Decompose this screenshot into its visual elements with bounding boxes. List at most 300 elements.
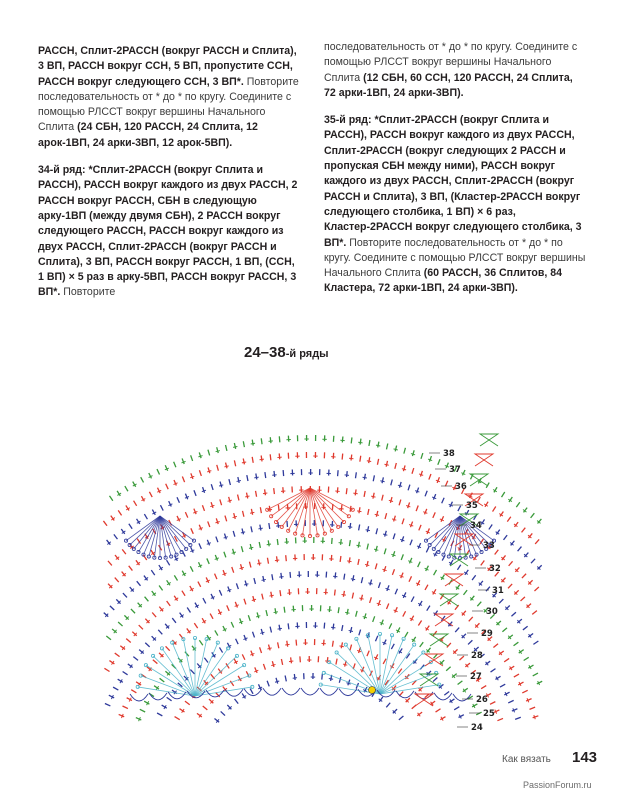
- wedge-stitch: [415, 694, 433, 706]
- stitch-mark: [129, 566, 133, 571]
- stitch-mark: [516, 502, 519, 507]
- chain-arch: [263, 688, 281, 695]
- stitch-crossbar: [242, 462, 246, 463]
- stitch-mark: [211, 484, 213, 490]
- stitch-mark: [533, 673, 538, 676]
- stitch-mark: [383, 659, 386, 664]
- stitch-crossbar: [345, 475, 349, 476]
- stitch-mark: [265, 472, 266, 478]
- stitch-mark: [252, 440, 253, 446]
- stitch-crossbar: [351, 579, 355, 580]
- stitch-crossbar: [256, 616, 260, 617]
- stitch-mark: [342, 454, 343, 460]
- stitch-crossbar: [224, 466, 228, 467]
- stitch-mark: [174, 462, 176, 468]
- stitch-crossbar: [357, 650, 361, 651]
- fan-top-center: [271, 488, 310, 516]
- stitch-mark: [287, 641, 288, 647]
- stitch-crossbar: [274, 612, 278, 613]
- stitch-mark: [220, 482, 222, 488]
- stitch-mark: [481, 686, 486, 689]
- chain-arch: [396, 691, 414, 698]
- stitch-mark: [533, 716, 539, 718]
- stitch-mark: [395, 463, 397, 469]
- stitch-crossbar: [249, 547, 253, 548]
- stitch-mark: [507, 517, 511, 522]
- stitch-mark: [272, 574, 273, 580]
- row-label: 31: [492, 586, 504, 596]
- stitch-mark: [444, 692, 449, 696]
- stitch-crossbar: [233, 516, 237, 517]
- stitch-crossbar: [267, 648, 271, 649]
- stitch-mark: [151, 570, 154, 575]
- stitch-mark: [502, 628, 507, 632]
- wedge-stitch: [445, 574, 463, 586]
- fan-top-center-loop: [274, 520, 277, 523]
- stitch-mark: [167, 601, 171, 606]
- stitch-mark: [384, 566, 386, 572]
- fan-upper-left-loop: [189, 543, 192, 546]
- stitch-mark: [131, 690, 136, 693]
- row-label: 25: [483, 709, 495, 719]
- stitch-mark: [267, 558, 268, 564]
- stitch-mark: [338, 470, 339, 476]
- stitch-crossbar: [278, 628, 282, 629]
- stitch-crossbar: [285, 644, 289, 645]
- fan-upper-left: [149, 516, 160, 556]
- stitch-crossbar: [241, 532, 245, 533]
- stitch-mark: [260, 647, 262, 653]
- stitch-mark: [378, 600, 380, 606]
- stitch-mark: [265, 489, 266, 495]
- stitch-mark: [277, 556, 278, 562]
- stitch-crossbar: [271, 664, 275, 665]
- stitch-mark: [436, 709, 441, 712]
- stitch-mark: [229, 479, 230, 485]
- stitch-count: (24 СБН, 120 РАССН, 24 Сплита, 12 арок-1ВП, 24 арки-3ВП, 12 арок-5ВП).: [38, 121, 258, 149]
- stitch-mark: [522, 574, 526, 578]
- stitch-mark: [278, 505, 279, 511]
- stitch-mark: [105, 703, 110, 705]
- fan-top-center-loop: [342, 520, 345, 523]
- row-34-instruction: 34-й ряд: *Сплит-2РАССН (вокруг Сплита и РАССН), РАССН вокруг каждого из двух РАССН, 2 РАССН вокруг РАССН, СБН в следующую арку-1ВП (между двумя СБН), 2 РАССН вокруг следующего РАССН, РАССН вокруг каждого из двух РАССН, Сплит-2РАССН (вокруг РАССН и Сплита), 3 ВП, РАССН вокруг РАССН, 1 ВП, (ССН, 1 ВП) × 5 раз в арку-5ВП, РАССН вокруг РАССН, 3 ВП*.: [38, 164, 298, 299]
- stitch-crossbar: [363, 477, 367, 478]
- stitch-crossbar: [267, 544, 271, 545]
- fan-upper-right-loop: [428, 543, 431, 546]
- stitch-mark: [375, 563, 377, 569]
- stitch-crossbar: [279, 577, 283, 578]
- stitch-mark: [208, 450, 210, 456]
- stitch-mark: [331, 555, 332, 561]
- stitch-mark: [495, 550, 499, 555]
- stitch-mark: [349, 557, 350, 563]
- stitch-mark: [394, 516, 396, 522]
- stitch-mark: [159, 586, 162, 591]
- stitch-crossbar: [359, 598, 363, 599]
- stitch-mark: [278, 522, 279, 528]
- stitch-crossbar: [349, 630, 353, 631]
- stitch-mark: [481, 561, 485, 566]
- fan-top-center-loop: [287, 529, 290, 532]
- stitch-crossbar: [215, 521, 219, 522]
- stitch-mark: [256, 474, 257, 480]
- stitch-mark: [433, 677, 437, 681]
- row-label: 27: [470, 672, 482, 682]
- stitch-mark: [243, 441, 244, 447]
- stitch-mark: [350, 627, 351, 633]
- stitch-mark: [392, 569, 394, 575]
- stitch-mark: [115, 578, 119, 582]
- stitch-mark: [238, 477, 239, 483]
- stitch-mark: [199, 452, 201, 458]
- row-label: 33: [483, 541, 495, 551]
- stitch-mark: [108, 561, 112, 566]
- stitch-mark: [532, 611, 537, 615]
- stitch-mark: [259, 542, 260, 548]
- stitch-mark: [463, 590, 467, 595]
- stitch-crossbar: [339, 543, 343, 544]
- stitch-mark: [123, 593, 127, 597]
- stitch-mark: [261, 438, 262, 444]
- stitch-mark: [104, 668, 109, 671]
- stitch-mark: [240, 618, 242, 624]
- stitch-mark: [190, 566, 193, 571]
- stitch-mark: [429, 456, 431, 462]
- stitch-mark: [198, 582, 201, 587]
- stitch-mark: [376, 528, 377, 534]
- diagram-title: [244, 344, 329, 361]
- stitch-mark: [499, 599, 503, 603]
- stitch-mark: [508, 700, 513, 703]
- stitch-mark: [342, 625, 343, 631]
- stitch-mark: [373, 616, 375, 622]
- row-label: 26: [476, 695, 488, 705]
- fan-top-center-loop: [270, 515, 273, 518]
- stitch-mark: [410, 522, 412, 528]
- stitch-mark: [139, 625, 143, 629]
- stitch-mark: [103, 521, 107, 526]
- stitch-mark: [234, 513, 236, 519]
- stitch-crossbar: [363, 617, 367, 618]
- stitch-crossbar: [389, 500, 393, 501]
- stitch-mark: [279, 453, 280, 459]
- stitch-mark: [157, 469, 160, 474]
- stitch-mark: [245, 581, 247, 587]
- stitch-crossbar: [375, 514, 379, 515]
- stitch-mark: [469, 617, 473, 621]
- stitch-crossbar: [365, 564, 369, 565]
- stitch-mark: [352, 593, 353, 599]
- chain-arch: [149, 693, 167, 700]
- stitch-crossbar: [198, 456, 202, 457]
- row-label: 35: [466, 501, 478, 511]
- stitch-mark: [364, 613, 366, 619]
- stitch-mark: [263, 664, 265, 670]
- footer-section-label: Как вязать: [502, 754, 551, 765]
- stitch-mark: [373, 493, 374, 499]
- stitch-mark: [393, 533, 395, 539]
- stitch-mark: [509, 561, 513, 566]
- stitch-crossbar: [216, 451, 220, 452]
- stitch-crossbar: [384, 464, 388, 465]
- stitch-mark: [272, 661, 274, 667]
- stitch-mark: [158, 630, 162, 634]
- stitch-crossbar: [383, 534, 387, 535]
- stitch-mark: [284, 607, 285, 613]
- stitch-mark: [408, 485, 410, 491]
- stitch-mark: [368, 509, 369, 515]
- stitch-mark: [129, 524, 132, 529]
- stitch-mark: [191, 473, 193, 479]
- stitch-mark: [254, 578, 255, 584]
- stitch-mark: [145, 643, 149, 647]
- stitch-mark: [454, 707, 459, 710]
- stitch-crossbar: [237, 480, 241, 481]
- stitch-mark: [425, 585, 428, 590]
- stitch-mark: [241, 564, 243, 570]
- stitch-mark: [386, 443, 387, 449]
- stitch-mark: [182, 591, 185, 596]
- stitch-mark: [491, 669, 496, 672]
- stitch-crossbar: [240, 567, 244, 568]
- stitch-mark: [417, 488, 419, 494]
- stitch-mark: [518, 547, 522, 552]
- stitch-mark: [324, 623, 325, 629]
- stitch-mark: [358, 542, 359, 548]
- stitch-mark: [172, 618, 176, 623]
- stitch-mark: [185, 512, 187, 517]
- stitch-crossbar: [245, 496, 249, 497]
- stitch-mark: [511, 612, 515, 616]
- stitch-crossbar: [358, 442, 362, 443]
- stitch-mark: [250, 689, 253, 694]
- chain-arch: [434, 693, 452, 700]
- stitch-mark: [418, 562, 421, 567]
- stitch-mark: [249, 562, 251, 568]
- stitch-mark: [227, 605, 229, 610]
- stitch-mark: [160, 505, 163, 510]
- stitch-mark: [341, 642, 342, 648]
- stitch-mark: [247, 475, 248, 481]
- stitch-mark: [420, 642, 424, 647]
- stitch-mark: [217, 465, 219, 471]
- stitch-mark: [231, 622, 233, 627]
- stitch-mark: [276, 678, 278, 684]
- fan-upper-left-loop: [124, 539, 127, 542]
- fan-left-loop: [171, 641, 174, 644]
- stitch-mark: [398, 669, 402, 674]
- fan-left-loop: [144, 664, 147, 667]
- stitch-mark: [364, 474, 365, 480]
- stitch-mark: [341, 539, 342, 545]
- stitch-crossbar: [357, 511, 361, 512]
- stitch-mark: [235, 602, 237, 608]
- stitch-mark: [238, 495, 239, 501]
- wedge-stitch: [480, 434, 498, 446]
- stitch-mark: [402, 518, 404, 524]
- row-35-instruction: 35-й ряд: *Сплит-2РАССН (вокруг Сплита и РАССН), РАССН вокруг каждого из двух РАССН, Сплит-2РАССН (вокруг следующих 2 РАССН и пропуская СБН между ними), РАССН вокруг каждого из двух РАССН, Сплит-2РАССН (вокруг РАССН и Сплита), 3 ВП, (Кластер-2РАССН вокруг следующего столбика, 1 ВП) × 6 раз, Кластер-2РАССН вокруг следующего столбика, 3 ВП*.: [324, 114, 582, 249]
- stitch-crossbar: [269, 595, 273, 596]
- stitch-crossbar: [402, 469, 406, 470]
- stitch-mark: [203, 598, 206, 603]
- stitch-mark: [391, 644, 394, 649]
- stitch-mark: [225, 516, 227, 522]
- stitch-mark: [351, 437, 352, 443]
- stitch-mark: [223, 570, 225, 576]
- stitch-mark: [401, 554, 403, 560]
- stitch-mark: [106, 636, 111, 640]
- stitch-mark: [497, 718, 503, 720]
- stitch-crossbar: [251, 443, 255, 444]
- stitch-mark: [359, 630, 361, 636]
- stitch-mark: [514, 642, 519, 646]
- stitch-crossbar: [415, 491, 419, 492]
- wedge-stitch: [430, 634, 448, 646]
- stitch-mark: [322, 674, 323, 680]
- stitch-mark: [378, 442, 379, 448]
- stitch-mark: [408, 502, 410, 508]
- page-number: 143: [572, 749, 598, 766]
- row-label: 30: [486, 607, 498, 617]
- stitch-mark: [232, 567, 234, 573]
- stitch-mark: [190, 670, 194, 674]
- instruction-text: последовательность от * до * по кругу. Соедините с помощью РЛССТ вокруг вершины Начального Сплита: [324, 41, 578, 84]
- fan-upper-right-loop: [424, 539, 427, 542]
- left-paragraph-2: [38, 163, 300, 301]
- fan-left-loop: [235, 654, 238, 657]
- stitch-mark: [378, 582, 380, 588]
- stitch-mark: [404, 448, 406, 454]
- stitch-mark: [243, 459, 244, 465]
- stitch-mark: [433, 512, 435, 517]
- stitch-mark: [361, 577, 362, 583]
- stitch-mark: [219, 647, 222, 652]
- stitch-crossbar: [377, 603, 381, 604]
- stitch-crossbar: [382, 569, 386, 570]
- stitch-crossbar: [224, 537, 228, 538]
- stitch-mark: [277, 539, 278, 545]
- stitch-mark: [202, 505, 204, 511]
- stitch-mark: [219, 590, 221, 595]
- stitch-mark: [387, 603, 389, 609]
- stitch-mark: [347, 609, 348, 615]
- stitch-mark: [355, 472, 356, 478]
- stitch-mark: [269, 523, 270, 529]
- stitch-mark: [263, 576, 264, 582]
- stitch-mark: [114, 534, 118, 539]
- stitch-mark: [458, 506, 461, 511]
- stitch-mark: [429, 474, 431, 480]
- right-paragraph-1: [324, 40, 586, 101]
- stitch-crossbar: [348, 527, 352, 528]
- stitch-mark: [226, 463, 227, 469]
- stitch-mark: [458, 681, 463, 685]
- stitch-crossbar: [260, 459, 264, 460]
- stitch-mark: [233, 549, 235, 555]
- stitch-mark: [419, 525, 421, 531]
- fan-right: [356, 639, 380, 694]
- stitch-mark: [367, 544, 368, 550]
- stitch-mark: [167, 697, 172, 700]
- stitch-mark: [122, 549, 126, 554]
- stitch-mark: [290, 572, 291, 578]
- fan-top-center-loop: [347, 515, 350, 518]
- stitch-mark: [373, 475, 374, 481]
- stitch-mark: [253, 632, 255, 638]
- stitch-mark: [376, 546, 378, 552]
- left-paragraph-1: [38, 44, 300, 151]
- stitch-mark: [242, 654, 245, 659]
- stitch-mark: [504, 658, 509, 661]
- stitch-crossbar: [376, 445, 380, 446]
- stitch-mark: [335, 572, 336, 578]
- stitch-mark: [131, 609, 135, 613]
- stitch-crossbar: [428, 459, 432, 460]
- stitch-mark: [133, 657, 138, 661]
- stitch-crossbar: [233, 446, 237, 447]
- stitch-mark: [426, 547, 429, 552]
- stitch-crossbar: [368, 583, 372, 584]
- stitch-mark: [166, 484, 169, 489]
- stitch-crossbar: [367, 461, 371, 462]
- instruction-text: Повторите последовательность от * до * по кругу. Соедините с помощью РЛССТ вокруг вершины Начального Сплита: [38, 75, 299, 134]
- stitch-mark: [338, 607, 339, 613]
- stitch-mark: [204, 658, 208, 663]
- stitch-mark: [333, 624, 334, 630]
- stitch-mark: [115, 653, 120, 657]
- stitch-mark: [270, 627, 271, 633]
- stitch-mark: [367, 526, 368, 532]
- stitch-mark: [409, 576, 412, 581]
- stitch-mark: [364, 491, 365, 497]
- stitch-crossbar: [228, 500, 232, 501]
- crochet-chart: [100, 376, 560, 746]
- stitch-mark: [216, 518, 218, 524]
- fan-upper-left-loop: [192, 539, 195, 542]
- stitch-mark: [489, 524, 492, 529]
- stitch-mark: [350, 523, 351, 529]
- stitch-mark: [468, 640, 472, 644]
- stitch-mark: [486, 587, 490, 592]
- stitch-mark: [175, 717, 180, 720]
- stitch-crossbar: [207, 471, 211, 472]
- stitch-mark: [256, 491, 257, 497]
- stitch-mark: [280, 590, 281, 596]
- stitch-mark: [437, 477, 439, 483]
- stitch-mark: [194, 623, 197, 628]
- stitch-mark: [360, 456, 361, 462]
- stitch-mark: [535, 539, 539, 543]
- stitch-crossbar: [345, 612, 349, 613]
- stitch-mark: [472, 575, 476, 580]
- stitch-crossbar: [339, 646, 343, 647]
- stitch-mark: [145, 597, 149, 602]
- stitch-mark: [224, 534, 226, 540]
- stitch-mark: [267, 681, 269, 687]
- stitch-mark: [369, 440, 370, 446]
- stitch-crossbar: [392, 519, 396, 520]
- stitch-mark: [248, 615, 250, 621]
- stitch-mark: [157, 713, 162, 716]
- stitch-mark: [502, 492, 505, 497]
- stitch-crossbar: [257, 563, 261, 564]
- stitch-mark: [393, 551, 395, 557]
- row-label: 37: [449, 465, 461, 475]
- stitch-mark: [187, 607, 190, 612]
- stitch-crossbar: [244, 584, 248, 585]
- stitch-mark: [228, 587, 230, 593]
- stitch-mark: [253, 596, 255, 602]
